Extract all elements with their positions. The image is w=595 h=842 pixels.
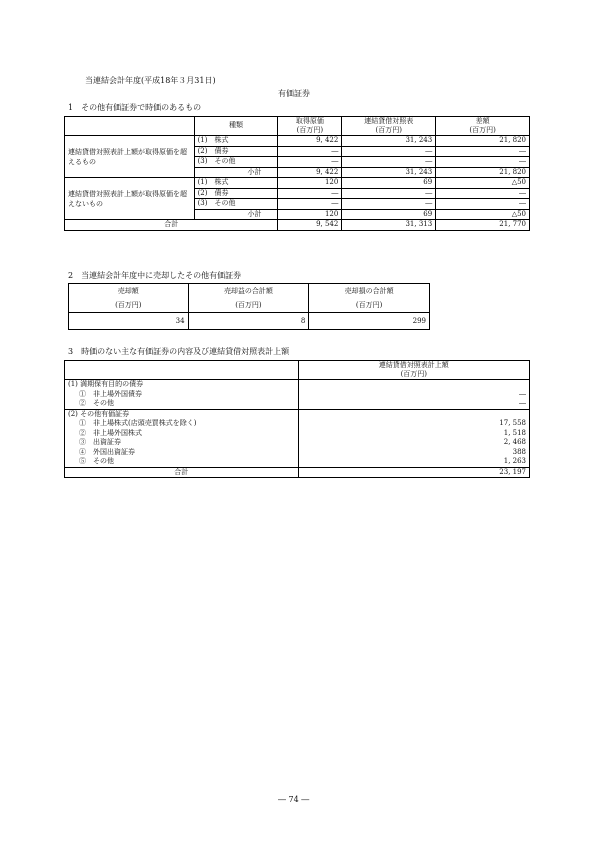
subtotal-row: 小計 9, 422 31, 243 21, 820 xyxy=(65,167,530,178)
section3-table xyxy=(64,360,530,478)
table-row: (2) 債券 ― ― ― xyxy=(65,146,530,157)
page-title: 有価証券 xyxy=(278,89,310,98)
table-header-row: 売却額 (百万円) 売却益の合計額 (百万円) 売却損の合計額 (百万円) xyxy=(69,284,430,313)
page-number: ― 74 ― xyxy=(278,795,310,804)
col-diff: 差額 (百万円) xyxy=(436,117,530,136)
section2-table xyxy=(68,283,430,330)
section3-heading: 3 時価のない主な有価証券の内容及び連結貸借対照表計上額 xyxy=(68,347,290,356)
group-b-label: 連結貸借対照表計上額が取得原価を超えないもの xyxy=(65,178,195,220)
table-row: (2) その他有価証券 xyxy=(65,409,530,419)
total-row: 合計 23, 197 xyxy=(65,467,530,478)
table-row: (2) 債券 ― ― ― xyxy=(65,188,530,199)
period-heading: 当連結会計年度(平成18年３月31日) xyxy=(85,76,216,85)
group-a-label: 連結貸借対照表計上額が取得原価を超えるもの xyxy=(65,136,195,178)
table-row: ① 非上場株式(店頭売買株式を除く) 17, 558 xyxy=(65,419,530,429)
section2-heading: 2 当連結会計年度中に売却したその他有価証券 xyxy=(68,271,242,280)
table-row: ① 非上場外国債券 ― xyxy=(65,390,530,400)
col-bs: 連結貸借対照表 (百万円) xyxy=(342,117,436,136)
col-cost: 取得原価 (百万円) xyxy=(278,117,342,136)
total-row: 合計 9, 542 31, 313 21, 770 xyxy=(65,220,530,231)
table-row: ④ 外国出資証券 388 xyxy=(65,448,530,458)
table-header-row: 連結貸借対照表計上額 (百万円) xyxy=(65,361,530,380)
table-row: ② 非上場外国株式 1, 518 xyxy=(65,429,530,439)
table-header-row xyxy=(65,117,530,136)
table-row: (3) その他 ― ― ― xyxy=(65,199,530,210)
section1-heading: 1 その他有価証券で時価のあるもの xyxy=(68,103,202,112)
col-kind: 種類 xyxy=(194,117,278,136)
table-row: ② その他 ― xyxy=(65,399,530,409)
table-row: ③ 出資証券 2, 468 xyxy=(65,438,530,448)
table-row: 34 8 299 xyxy=(69,313,430,330)
section1-table xyxy=(64,116,530,231)
table-row: 連結貸借対照表計上額が取得原価を超えないもの (1) 株式 120 69 △50 xyxy=(65,178,530,189)
table-row: 連結貸借対照表計上額が取得原価を超えるもの (1) 株式 9, 422 31, 243 21, 820 xyxy=(65,136,530,147)
table-row: ⑤ その他 1, 263 xyxy=(65,457,530,467)
table-row: (1) 満期保有目的の債券 xyxy=(65,380,530,390)
subtotal-row: 小計 120 69 △50 xyxy=(65,209,530,220)
table-row: (3) その他 ― ― ― xyxy=(65,157,530,168)
